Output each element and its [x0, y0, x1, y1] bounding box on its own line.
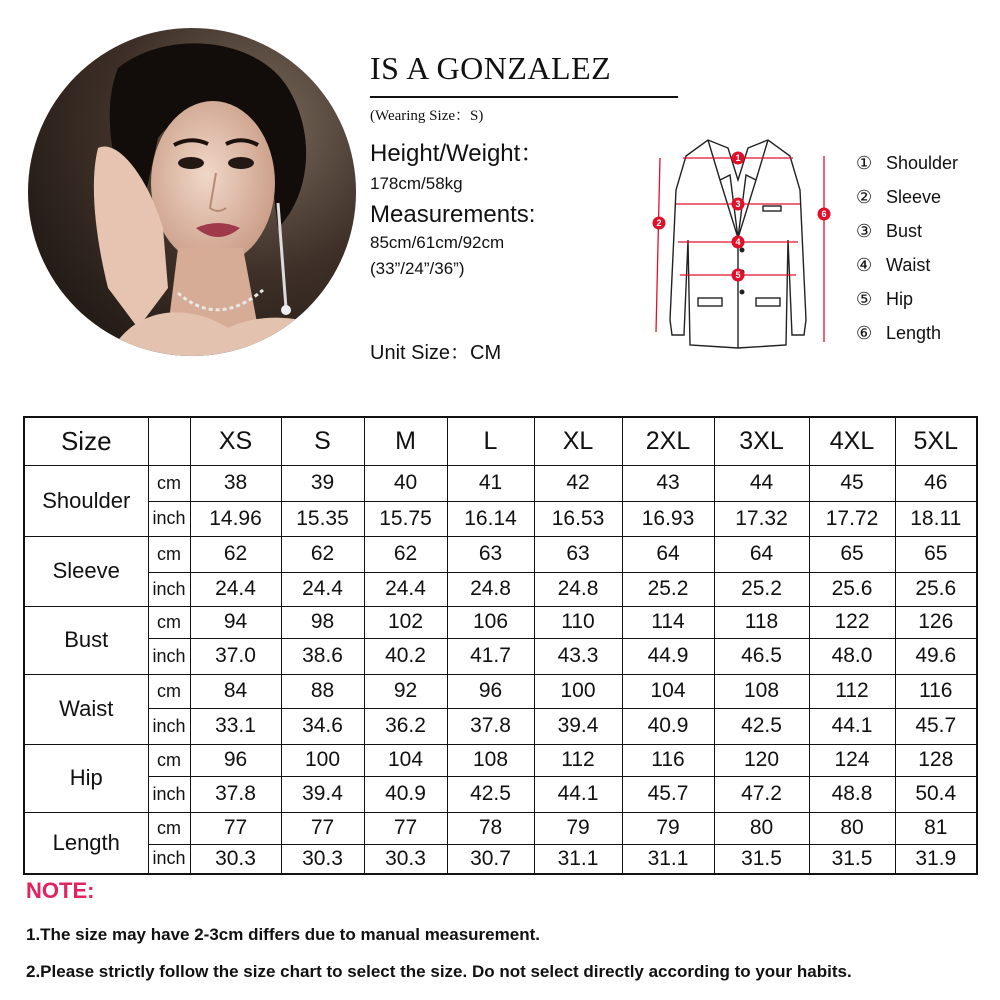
- table-cell-inch: 24.4: [281, 572, 364, 606]
- table-cell-cm: 114: [622, 606, 714, 638]
- table-cell-inch: 48.8: [809, 776, 895, 812]
- note-line-2: 2.Please strictly follow the size chart to select the size. Do not select directly according to your habits.: [26, 962, 852, 981]
- table-cell-inch: 25.2: [622, 572, 714, 606]
- size-column-header: 3XL: [714, 417, 809, 465]
- note-title: NOTE:: [26, 878, 95, 903]
- measurement-label: Waist: [24, 674, 148, 744]
- size-header: Size: [24, 417, 148, 465]
- measurements-cm: 85cm/61cm/92cm: [370, 233, 505, 252]
- table-cell-cm: 62: [281, 536, 364, 572]
- table-cell-inch: 42.5: [714, 708, 809, 744]
- legend-number: ④: [856, 254, 873, 276]
- table-cell-cm: 65: [809, 536, 895, 572]
- table-cell-cm: 40: [364, 465, 447, 501]
- unit-inch-label: inch: [148, 572, 190, 606]
- model-name: IS A GONZALEZ: [370, 50, 612, 86]
- table-cell-cm: 96: [190, 744, 281, 776]
- table-cell-inch: 39.4: [534, 708, 622, 744]
- table-row: [24, 708, 977, 744]
- table-cell-inch: 31.5: [714, 844, 809, 874]
- table-cell-inch: 43.3: [534, 638, 622, 674]
- table-cell-inch: 30.7: [447, 844, 534, 874]
- table-cell-inch: 25.2: [714, 572, 809, 606]
- unit-header-blank: [148, 417, 190, 465]
- table-header-row: [24, 417, 977, 465]
- size-chart-table: [23, 416, 978, 875]
- marker-label-3: 3: [735, 199, 741, 209]
- table-cell-inch: 25.6: [809, 572, 895, 606]
- table-cell-cm: 104: [364, 744, 447, 776]
- table-cell-cm: 39: [281, 465, 364, 501]
- model-portrait: [28, 28, 356, 356]
- table-cell-inch: 30.3: [364, 844, 447, 874]
- table-cell-inch: 50.4: [895, 776, 977, 812]
- table-cell-cm: 92: [364, 674, 447, 708]
- table-cell-cm: 64: [622, 536, 714, 572]
- legend-item-length: [856, 316, 958, 350]
- unit-cm-label: cm: [148, 465, 190, 501]
- unit-cm-label: cm: [148, 536, 190, 572]
- measurements-label: Measurements:: [370, 201, 536, 228]
- table-row: [24, 572, 977, 606]
- table-cell-inch: 37.8: [190, 776, 281, 812]
- table-cell-inch: 16.53: [534, 501, 622, 536]
- table-cell-cm: 104: [622, 674, 714, 708]
- measurement-label: Sleeve: [24, 536, 148, 606]
- measurement-legend: [856, 146, 958, 350]
- table-cell-inch: 14.96: [190, 501, 281, 536]
- legend-item-hip: [856, 282, 958, 316]
- table-cell-inch: 31.1: [622, 844, 714, 874]
- table-cell-inch: 24.4: [364, 572, 447, 606]
- unit-cm-label: cm: [148, 606, 190, 638]
- table-cell-inch: 31.1: [534, 844, 622, 874]
- table-cell-cm: 116: [895, 674, 977, 708]
- table-cell-cm: 106: [447, 606, 534, 638]
- table-cell-cm: 46: [895, 465, 977, 501]
- table-cell-cm: 38: [190, 465, 281, 501]
- table-cell-cm: 43: [622, 465, 714, 501]
- table-cell-inch: 24.8: [534, 572, 622, 606]
- table-cell-cm: 88: [281, 674, 364, 708]
- model-photo: [28, 28, 356, 356]
- measurement-label: Bust: [24, 606, 148, 674]
- note-line-1: 1.The size may have 2-3cm differs due to manual measurement.: [26, 925, 540, 944]
- table-cell-cm: 100: [534, 674, 622, 708]
- table-cell-inch: 33.1: [190, 708, 281, 744]
- table-cell-cm: 79: [622, 812, 714, 844]
- table-cell-inch: 24.4: [190, 572, 281, 606]
- table-cell-cm: 63: [534, 536, 622, 572]
- table-cell-cm: 63: [447, 536, 534, 572]
- table-cell-inch: 46.5: [714, 638, 809, 674]
- unit-cm-label: cm: [148, 674, 190, 708]
- table-cell-cm: 100: [281, 744, 364, 776]
- legend-label: Bust: [886, 220, 923, 241]
- height-weight-value: 178cm/58kg: [370, 174, 463, 193]
- marker-label-6: 6: [821, 209, 827, 219]
- table-row: [24, 812, 977, 844]
- table-cell-inch: 40.9: [364, 776, 447, 812]
- legend-number: ①: [856, 152, 873, 174]
- measurements-inch: (33”/24”/36”): [370, 259, 465, 278]
- unit-size: Unit Size：CM: [370, 342, 502, 364]
- table-cell-inch: 17.72: [809, 501, 895, 536]
- table-cell-cm: 96: [447, 674, 534, 708]
- table-cell-inch: 16.14: [447, 501, 534, 536]
- table-cell-inch: 37.0: [190, 638, 281, 674]
- table-cell-inch: 31.9: [895, 844, 977, 874]
- unit-inch-label: inch: [148, 776, 190, 812]
- table-row: [24, 744, 977, 776]
- legend-label: Length: [886, 322, 942, 343]
- legend-label: Waist: [886, 254, 931, 275]
- table-row: [24, 844, 977, 874]
- unit-inch-label: inch: [148, 844, 190, 874]
- table-cell-inch: 31.5: [809, 844, 895, 874]
- measurement-label: Hip: [24, 744, 148, 812]
- measurement-label: Length: [24, 812, 148, 874]
- table-cell-inch: 15.75: [364, 501, 447, 536]
- table-row: [24, 465, 977, 501]
- table-cell-cm: 42: [534, 465, 622, 501]
- table-cell-cm: 44: [714, 465, 809, 501]
- legend-number: ②: [856, 186, 873, 208]
- marker-label-1: 1: [735, 153, 741, 163]
- legend-number: ⑥: [856, 322, 873, 344]
- table-cell-inch: 39.4: [281, 776, 364, 812]
- table-cell-cm: 62: [364, 536, 447, 572]
- table-cell-cm: 94: [190, 606, 281, 638]
- table-cell-inch: 45.7: [622, 776, 714, 812]
- table-cell-cm: 108: [447, 744, 534, 776]
- table-cell-cm: 77: [190, 812, 281, 844]
- legend-item-sleeve: [856, 180, 958, 214]
- legend-label: Hip: [886, 288, 914, 309]
- table-cell-cm: 81: [895, 812, 977, 844]
- unit-inch-label: inch: [148, 708, 190, 744]
- legend-label: Shoulder: [886, 152, 959, 173]
- table-cell-inch: 36.2: [364, 708, 447, 744]
- table-cell-cm: 116: [622, 744, 714, 776]
- table-cell-cm: 112: [809, 674, 895, 708]
- table-cell-inch: 34.6: [281, 708, 364, 744]
- table-cell-inch: 16.93: [622, 501, 714, 536]
- height-weight-label: Height/Weight：: [370, 140, 545, 167]
- legend-item-bust: [856, 214, 958, 248]
- size-column-header: 2XL: [622, 417, 714, 465]
- table-row: [24, 638, 977, 674]
- table-cell-inch: 45.7: [895, 708, 977, 744]
- button-1: [740, 248, 745, 253]
- table-cell-cm: 110: [534, 606, 622, 638]
- table-cell-cm: 102: [364, 606, 447, 638]
- table-cell-inch: 17.32: [714, 501, 809, 536]
- table-row: [24, 501, 977, 536]
- table-cell-cm: 78: [447, 812, 534, 844]
- table-cell-inch: 30.3: [281, 844, 364, 874]
- table-row: [24, 776, 977, 812]
- table-cell-cm: 79: [534, 812, 622, 844]
- marker-label-4: 4: [735, 237, 741, 247]
- name-underline: [370, 96, 678, 98]
- size-column-header: L: [447, 417, 534, 465]
- table-cell-cm: 118: [714, 606, 809, 638]
- table-cell-cm: 84: [190, 674, 281, 708]
- size-column-header: 5XL: [895, 417, 977, 465]
- table-cell-cm: 126: [895, 606, 977, 638]
- jacket-diagram: [628, 120, 843, 365]
- table-cell-inch: 18.11: [895, 501, 977, 536]
- table-cell-inch: 37.8: [447, 708, 534, 744]
- table-cell-cm: 120: [714, 744, 809, 776]
- table-cell-inch: 38.6: [281, 638, 364, 674]
- table-cell-cm: 45: [809, 465, 895, 501]
- unit-cm-label: cm: [148, 812, 190, 844]
- table-cell-cm: 124: [809, 744, 895, 776]
- table-cell-inch: 24.8: [447, 572, 534, 606]
- size-column-header: S: [281, 417, 364, 465]
- table-cell-cm: 41: [447, 465, 534, 501]
- unit-cm-label: cm: [148, 744, 190, 776]
- marker-label-2: 2: [656, 218, 662, 228]
- table-cell-cm: 108: [714, 674, 809, 708]
- legend-label: Sleeve: [886, 186, 942, 207]
- table-row: [24, 536, 977, 572]
- table-cell-inch: 25.6: [895, 572, 977, 606]
- table-cell-inch: 44.1: [534, 776, 622, 812]
- table-cell-cm: 62: [190, 536, 281, 572]
- table-cell-inch: 40.2: [364, 638, 447, 674]
- table-cell-cm: 80: [809, 812, 895, 844]
- table-cell-inch: 30.3: [190, 844, 281, 874]
- table-cell-cm: 112: [534, 744, 622, 776]
- table-cell-inch: 41.7: [447, 638, 534, 674]
- table-row: [24, 674, 977, 708]
- table-cell-inch: 44.1: [809, 708, 895, 744]
- legend-number: ③: [856, 220, 873, 242]
- table-cell-inch: 49.6: [895, 638, 977, 674]
- table-cell-cm: 64: [714, 536, 809, 572]
- table-cell-inch: 15.35: [281, 501, 364, 536]
- size-column-header: XS: [190, 417, 281, 465]
- table-row: [24, 606, 977, 638]
- table-cell-cm: 122: [809, 606, 895, 638]
- table-cell-cm: 128: [895, 744, 977, 776]
- table-cell-inch: 44.9: [622, 638, 714, 674]
- button-3: [740, 290, 745, 295]
- table-cell-inch: 42.5: [447, 776, 534, 812]
- jacket-outline: [628, 120, 843, 360]
- table-cell-cm: 65: [895, 536, 977, 572]
- measurement-label: Shoulder: [24, 465, 148, 536]
- table-cell-inch: 47.2: [714, 776, 809, 812]
- legend-number: ⑤: [856, 288, 873, 310]
- size-column-header: 4XL: [809, 417, 895, 465]
- table-cell-inch: 48.0: [809, 638, 895, 674]
- legend-item-waist: [856, 248, 958, 282]
- size-column-header: M: [364, 417, 447, 465]
- table-cell-inch: 40.9: [622, 708, 714, 744]
- legend-item-shoulder: [856, 146, 958, 180]
- table-cell-cm: 80: [714, 812, 809, 844]
- wearing-size: (Wearing Size：S): [370, 108, 484, 124]
- table-cell-cm: 77: [281, 812, 364, 844]
- table-cell-cm: 77: [364, 812, 447, 844]
- unit-inch-label: inch: [148, 638, 190, 674]
- marker-label-5: 5: [735, 270, 741, 280]
- unit-inch-label: inch: [148, 501, 190, 536]
- table-cell-cm: 98: [281, 606, 364, 638]
- size-column-header: XL: [534, 417, 622, 465]
